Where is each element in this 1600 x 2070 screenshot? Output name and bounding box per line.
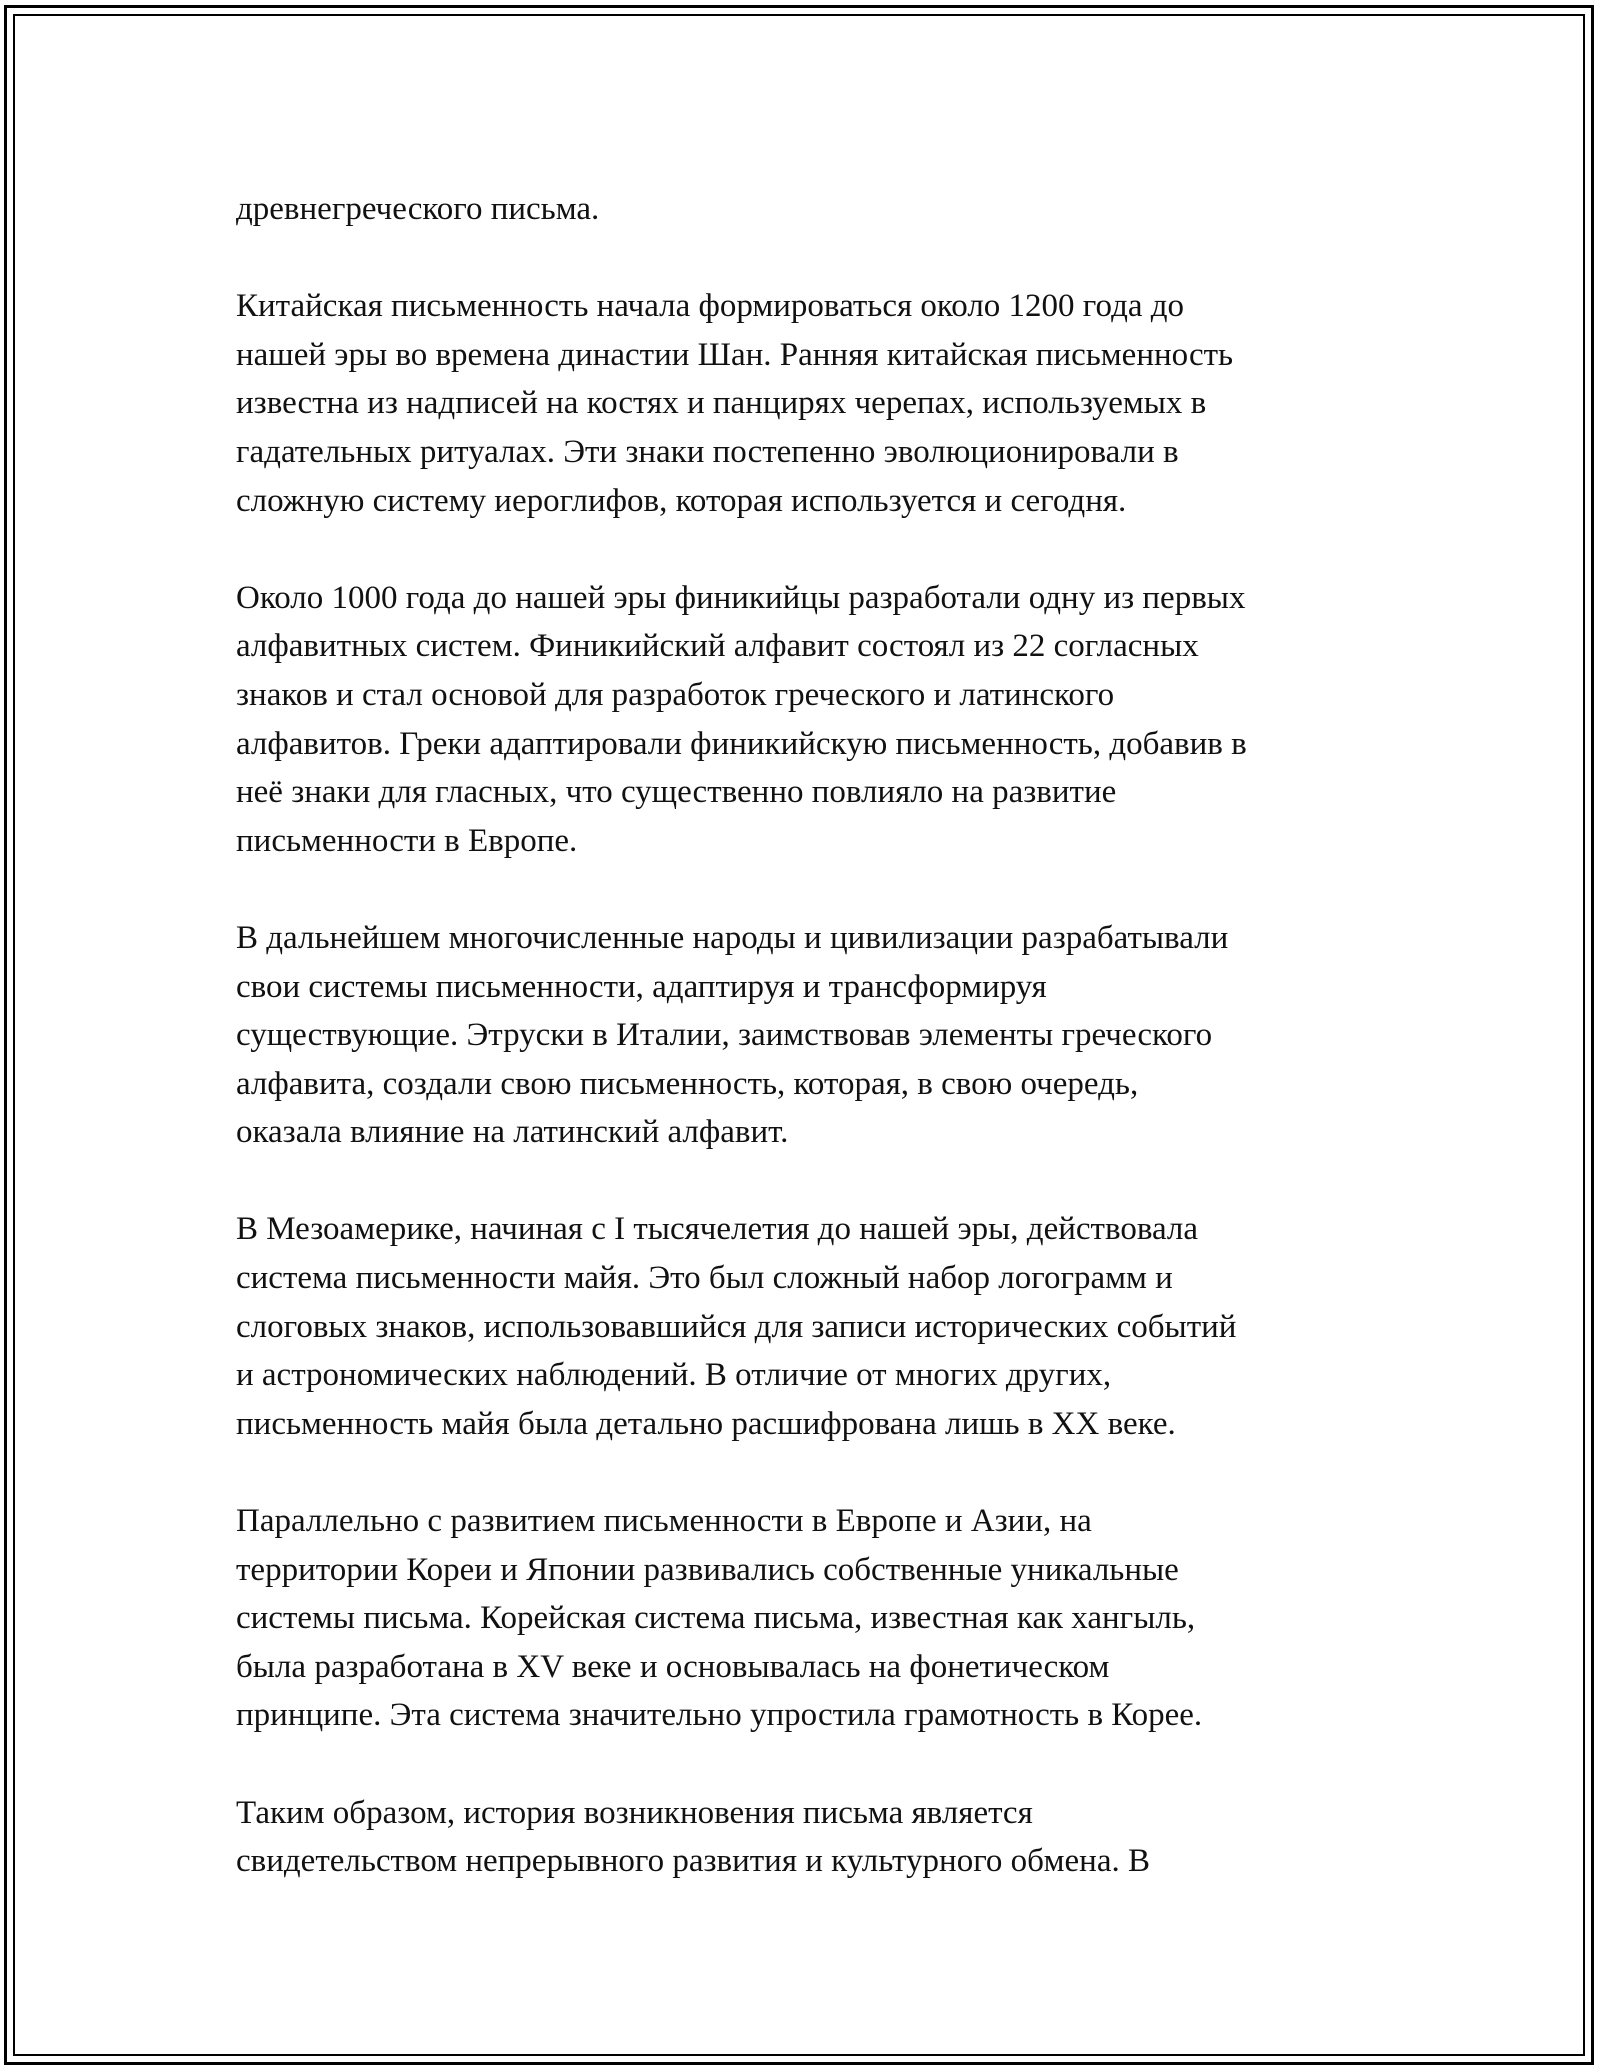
text-line: В Мезоамерике, начиная с I тысячелетия до нашей эры, действовала	[236, 1211, 1199, 1248]
text-line: территории Кореи и Японии развивались собственные уникальные	[236, 1551, 1179, 1588]
text-line: и астрономических наблюдений. В отличие от многих других,	[236, 1357, 1112, 1394]
text-line: система письменности майя. Это был сложный набор логограмм и	[236, 1260, 1173, 1297]
text-line: Китайская письменность начала формироваться около 1200 года до	[236, 288, 1185, 325]
text-line: Параллельно с развитием письменности в Европе и Азии, на	[236, 1503, 1092, 1540]
paragraph-4	[236, 914, 1376, 1157]
text-line: нашей эры во времена династии Шан. Ранняя китайская письменность	[236, 336, 1234, 373]
text-line: алфавитных систем. Финикийский алфавит состоял из 22 согласных	[236, 628, 1199, 665]
paragraph-1	[236, 185, 1376, 234]
text-line: Около 1000 года до нашей эры финикийцы разработали одну из первых	[236, 579, 1246, 616]
text-line: письменности в Европе.	[236, 822, 578, 859]
text-line: знаков и стал основой для разработок греческого и латинского	[236, 676, 1115, 713]
text-line: была разработана в XV веке и основывалась на фонетическом	[236, 1648, 1110, 1685]
text-line: алфавита, создали свою письменность, которая, в свою очередь,	[236, 1065, 1139, 1102]
text-line: системы письма. Корейская система письма, известная как хангыль,	[236, 1600, 1196, 1637]
text-line: принципе. Эта система значительно упростила грамотность в Корее.	[236, 1697, 1203, 1734]
paragraph-7	[236, 1789, 1376, 1886]
paragraph-2	[236, 282, 1376, 525]
paragraph-6	[236, 1497, 1376, 1740]
text-line: оказала влияние на латинский алфавит.	[236, 1114, 789, 1151]
text-line: неё знаки для гласных, что существенно повлияло на развитие	[236, 774, 1117, 811]
text-line: алфавитов. Греки адаптировали финикийскую письменность, добавив в	[236, 725, 1247, 762]
text-line: свидетельством непрерывного развития и культурного обмена. В	[236, 1843, 1150, 1880]
text-line: гадательных ритуалах. Эти знаки постепенно эволюционировали в	[236, 433, 1179, 470]
text-line: древнегреческого письма.	[236, 191, 600, 227]
paragraph-3	[236, 574, 1376, 866]
text-line: сложную систему иероглифов, которая используется и сегодня.	[236, 482, 1127, 519]
text-line: слоговых знаков, использовавшийся для записи исторических событий	[236, 1308, 1237, 1345]
text-line: В дальнейшем многочисленные народы и цивилизации разрабатывали	[236, 919, 1229, 956]
text-line: существующие. Этруски в Италии, заимствовав элементы греческого	[236, 1017, 1213, 1054]
text-line: свои системы письменности, адаптируя и трансформируя	[236, 968, 1047, 1005]
text-line: письменность майя была детально расшифрована лишь в XX веке.	[236, 1405, 1176, 1442]
paragraph-5	[236, 1205, 1376, 1448]
text-line: Таким образом, история возникновения письма является	[236, 1794, 1033, 1831]
document-body	[236, 185, 1376, 1934]
text-line: известна из надписей на костях и панцирях черепах, используемых в	[236, 385, 1207, 422]
